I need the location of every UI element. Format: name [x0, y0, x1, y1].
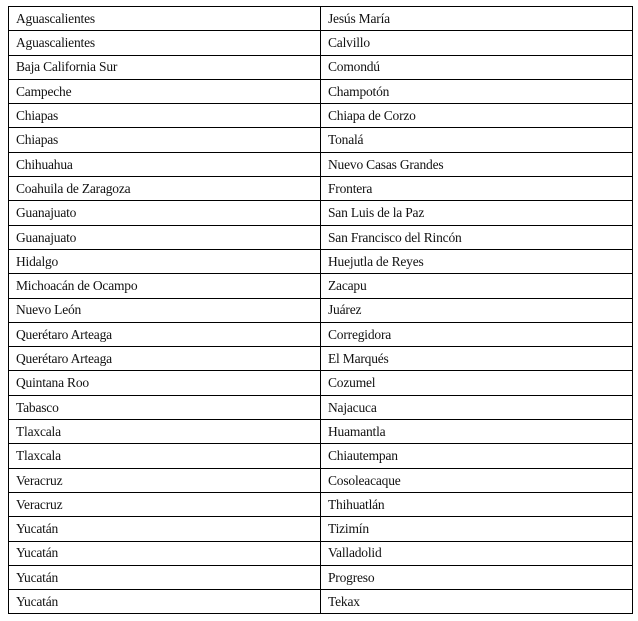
municipality-cell: Cosoleacaque: [321, 468, 633, 492]
table-row: [9, 468, 633, 492]
table-row: [9, 55, 633, 79]
municipality-cell: Tonalá: [321, 128, 633, 152]
table-row: [9, 517, 633, 541]
state-cell: Guanajuato: [9, 225, 321, 249]
table-row: [9, 298, 633, 322]
municipality-cell: Calvillo: [321, 31, 633, 55]
state-cell: Chiapas: [9, 104, 321, 128]
state-cell: Querétaro Arteaga: [9, 322, 321, 346]
municipality-cell: Nuevo Casas Grandes: [321, 152, 633, 176]
state-cell: Michoacán de Ocampo: [9, 274, 321, 298]
state-cell: Querétaro Arteaga: [9, 347, 321, 371]
municipalities-table-container: [8, 6, 632, 614]
municipality-cell: Najacuca: [321, 395, 633, 419]
table-row: [9, 371, 633, 395]
state-cell: Veracruz: [9, 468, 321, 492]
municipality-cell: Chiapa de Corzo: [321, 104, 633, 128]
municipality-cell: Valladolid: [321, 541, 633, 565]
state-cell: Baja California Sur: [9, 55, 321, 79]
table-row: [9, 274, 633, 298]
municipality-cell: Champotón: [321, 79, 633, 103]
table-row: [9, 541, 633, 565]
municipality-cell: Tekax: [321, 590, 633, 614]
table-row: [9, 201, 633, 225]
table-row: [9, 177, 633, 201]
municipality-cell: Comondú: [321, 55, 633, 79]
table-row: [9, 7, 633, 31]
municipality-cell: Jesús María: [321, 7, 633, 31]
state-cell: Quintana Roo: [9, 371, 321, 395]
state-cell: Chiapas: [9, 128, 321, 152]
table-row: [9, 420, 633, 444]
municipality-cell: Frontera: [321, 177, 633, 201]
municipality-cell: Progreso: [321, 565, 633, 589]
table-row: [9, 152, 633, 176]
table-row: [9, 79, 633, 103]
municipality-cell: Juárez: [321, 298, 633, 322]
state-cell: Guanajuato: [9, 201, 321, 225]
municipality-cell: San Francisco del Rincón: [321, 225, 633, 249]
state-cell: Veracruz: [9, 492, 321, 516]
municipality-cell: Corregidora: [321, 322, 633, 346]
state-municipality-table: [8, 6, 633, 614]
state-cell: Chihuahua: [9, 152, 321, 176]
municipality-cell: Thihuatlán: [321, 492, 633, 516]
municipality-cell: Huamantla: [321, 420, 633, 444]
municipality-cell: Zacapu: [321, 274, 633, 298]
state-cell: Yucatán: [9, 541, 321, 565]
table-row: [9, 249, 633, 273]
state-cell: Yucatán: [9, 565, 321, 589]
state-cell: Campeche: [9, 79, 321, 103]
municipality-cell: Tizimín: [321, 517, 633, 541]
table-row: [9, 128, 633, 152]
table-row: [9, 590, 633, 614]
state-cell: Yucatán: [9, 517, 321, 541]
state-cell: Aguascalientes: [9, 7, 321, 31]
state-cell: Tlaxcala: [9, 444, 321, 468]
table-row: [9, 395, 633, 419]
municipality-cell: Cozumel: [321, 371, 633, 395]
table-row: [9, 104, 633, 128]
state-cell: Yucatán: [9, 590, 321, 614]
state-cell: Coahuila de Zaragoza: [9, 177, 321, 201]
state-cell: Tlaxcala: [9, 420, 321, 444]
municipality-cell: El Marqués: [321, 347, 633, 371]
table-row: [9, 492, 633, 516]
table-row: [9, 31, 633, 55]
table-row: [9, 565, 633, 589]
state-cell: Aguascalientes: [9, 31, 321, 55]
table-row: [9, 322, 633, 346]
municipality-cell: Huejutla de Reyes: [321, 249, 633, 273]
municipality-cell: Chiautempan: [321, 444, 633, 468]
table-row: [9, 444, 633, 468]
table-row: [9, 225, 633, 249]
state-cell: Nuevo León: [9, 298, 321, 322]
state-cell: Tabasco: [9, 395, 321, 419]
state-cell: Hidalgo: [9, 249, 321, 273]
table-row: [9, 347, 633, 371]
municipality-cell: San Luis de la Paz: [321, 201, 633, 225]
